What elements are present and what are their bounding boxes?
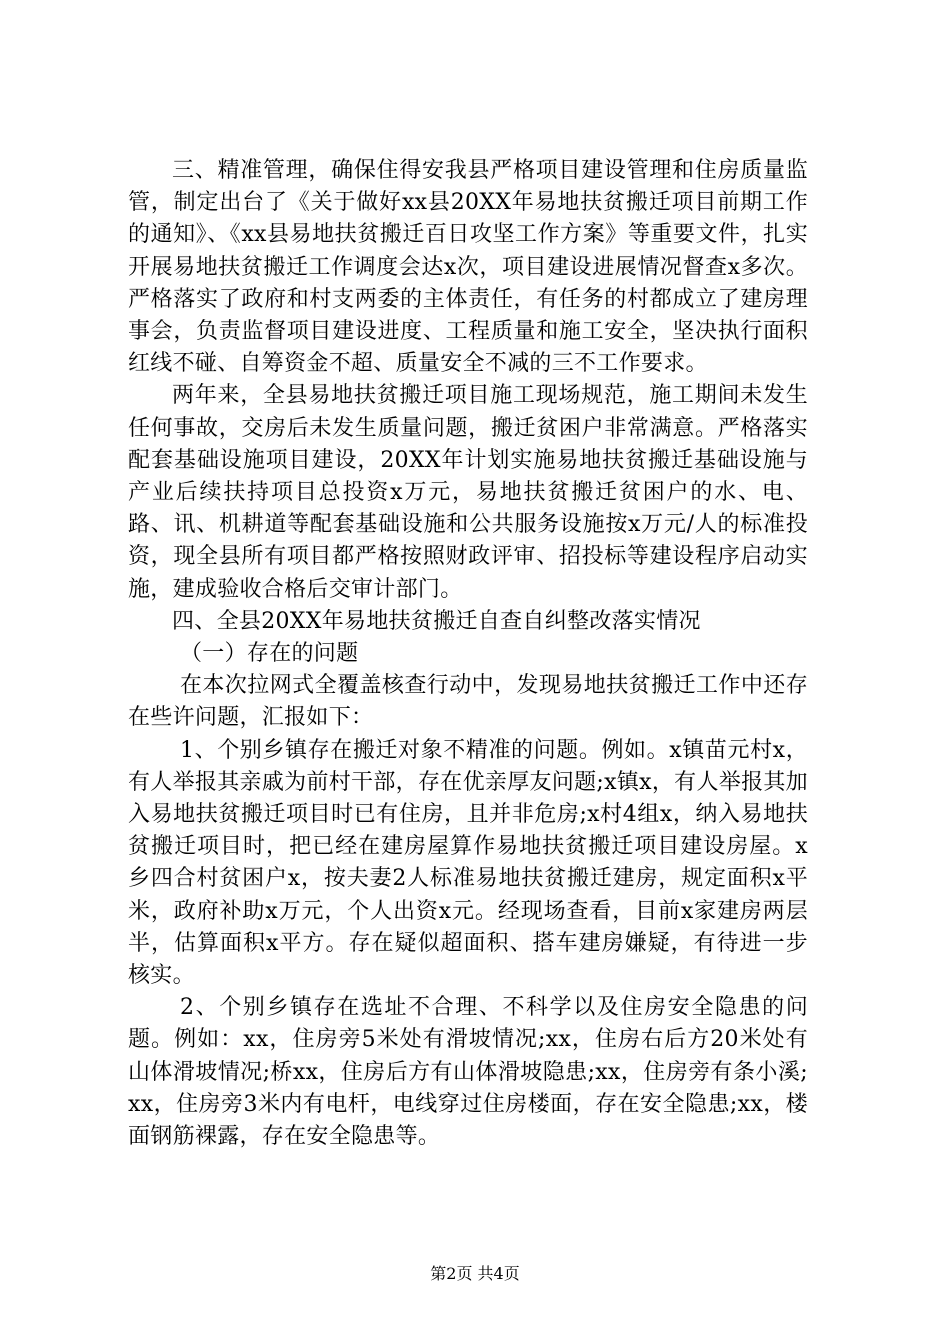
paragraph-inspection-intro: 在本次拉网式全覆盖核查行动中，发现易地扶贫搬迁工作中还存在些许问题，汇报如下：: [128, 673, 808, 731]
page-number-footer: 第2页 共4页: [430, 1264, 520, 1283]
paragraph-issue-2: 2、个别乡镇存在选址不合理、不科学以及住房安全隐患的问题。例如：xx，住房旁5米处有滑坡情况;xx，住房右后方20米处有山体滑坡情况;桥xx，住房后方有山体滑坡隐患;xx，住房旁有条小溪;xx，住房旁3米内有电杆，电线穿过住房楼面，存在安全隐患;xx，楼面钢筋裸露，存在安全隐患等。: [128, 995, 808, 1150]
document-body: [128, 155, 808, 1153]
paragraph-precise-management: 三、精准管理，确保住得安我县严格项目建设管理和住房质量监管，制定出台了《关于做好xx县20XX年易地扶贫搬迁项目前期工作的通知》、《xx县易地扶贫搬迁百日攻坚工作方案》等重要文件，扎实开展易地扶贫搬迁工作调度会达x次，项目建设进展情况督查x多次。严格落实了政府和村支两委的主体责任，有任务的村都成立了建房理事会，负责监督项目建设进度、工程质量和施工安全，坚决执行面积红线不碰、自筹资金不超、质量安全不减的三不工作要求。: [128, 158, 808, 377]
paragraph-two-years: 两年来，全县易地扶贫搬迁项目施工现场规范，施工期间未发生任何事故，交房后未发生质量问题，搬迁贫困户非常满意。严格落实配套基础设施项目建设，20XX年计划实施易地扶贫搬迁基础设施与产业后续扶持项目总投资x万元，易地扶贫搬迁贫困户的水、电、路、讯、机耕道等配套基础设施和公共服务设施按x万元/人的标准投资，现全县所有项目都严格按照财政评审、招投标等建设程序启动实施，建成验收合格后交审计部门。: [128, 383, 808, 602]
subsection-heading-problems: （一）存在的问题: [180, 641, 359, 667]
section-heading-self-inspection: 四、全县20XX年易地扶贫搬迁自查自纠整改落实情况: [172, 608, 701, 634]
paragraph-issue-1: 1、个别乡镇存在搬迁对象不精准的问题。例如。x镇苗元村x，有人举报其亲戚为前村干部，存在优亲厚友问题;x镇x，有人举报其加入易地扶贫搬迁项目时已有住房，且并非危房;x村4组x，纳入易地扶贫搬迁项目时，把已经在建房屋算作易地扶贫搬迁项目建设房屋。x乡四合村贫困户x，按夫妻2人标准易地扶贫搬迁建房，规定面积x平米，政府补助x万元，个人出资x元。经现场查看，目前x家建房两层半，估算面积x平方。存在疑似超面积、搭车建房嫌疑，有待进一步核实。: [128, 737, 808, 989]
